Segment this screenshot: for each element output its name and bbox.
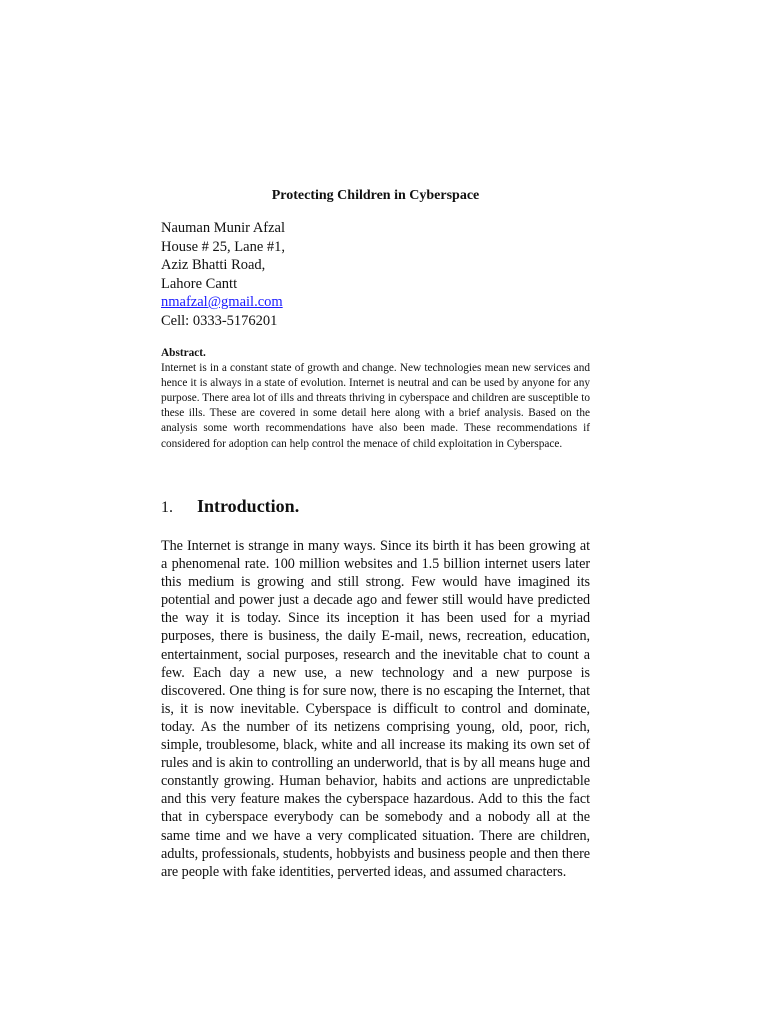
abstract-text: Internet is in a constant state of growth and change. New technologies mean new services and hence it is always in a state of evolution. Internet is neutral and can be used by anyone for any purpose. There area lot of ills and threats thriving in cyberspace and children are susceptible to these ills. These are covered in some detail here along with a brief analysis. Based on the analysis some worth recommendations have also been made. These recommendations if considered for adoption can help control the menace of child exploitation in Cyberspace.: [161, 362, 590, 450]
author-address-line1: House # 25, Lane #1,: [161, 238, 286, 255]
section-number: 1.: [161, 499, 173, 516]
author-cell: Cell: 0333-5176201: [161, 312, 278, 329]
section-title: Introduction.: [197, 496, 300, 516]
author-name: Nauman Munir Afzal: [161, 220, 286, 236]
introduction-paragraph: The Internet is strange in many ways. Since its birth it has been growing at a phenomenal rate. 100 million websites and 1.5 billion internet users later this medium is growing and still strong. Few would have imagined its potential and power just a decade ago and fewer still would have predicted the way it is today. Since its inception it has been used for a myriad purposes, there is business, the daily E-mail, news, recreation, education, entertainment, social purposes, research and the inevitable chat to count a few. Each day a new use, a new technology and a new purpose is discovered. One thing is for sure now, there is no escaping the Internet, that is, it is now inevitable. Cyberspace is difficult to control and dominate, today. As the number of its netizens comprising young, old, poor, rich, simple, troublesome, black, white and all increase its making its own set of rules and is akin to controlling an underworld, that is by all means huge and constantly growing. Human behavior, habits and actions are unpredictable and this very feature makes the cyberspace hazardous. Add to this the fact that in cyberspace everybody can be somebody and a nobody all at the same time and we have a very complicated situation. There are children, adults, professionals, students, hobbyists and business people and then there are people with fake identities, perverted ideas, and assumed characters.: [161, 538, 590, 880]
author-email-link[interactable]: nmafzal@gmail.com: [161, 294, 283, 310]
abstract-section: [161, 346, 590, 452]
author-block: [161, 219, 285, 330]
author-address-line3: Lahore Cantt: [161, 275, 238, 292]
abstract-heading: Abstract.: [161, 347, 206, 359]
section-heading: [161, 494, 299, 520]
author-address-line2: Aziz Bhatti Road,: [161, 257, 266, 273]
document-title: Protecting Children in Cyberspace: [271, 188, 480, 203]
